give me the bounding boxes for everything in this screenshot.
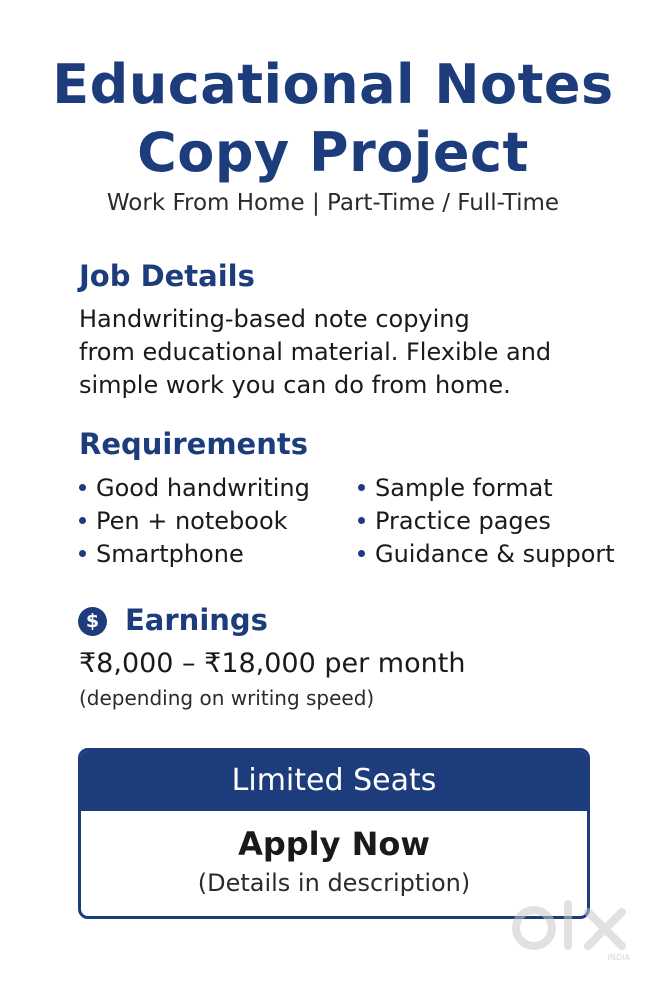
olx-region-label: INDIA xyxy=(607,953,630,962)
requirement-label: Guidance & support xyxy=(375,540,615,568)
requirement-item xyxy=(358,507,551,535)
requirement-item xyxy=(79,474,310,502)
details-note: (Details in description) xyxy=(197,869,471,897)
job-details-heading: Job Details xyxy=(79,259,255,293)
requirement-label: Sample format xyxy=(375,474,553,502)
earnings-note: (depending on writing speed) xyxy=(79,686,375,710)
olx-logo-watermark xyxy=(506,896,646,966)
earnings-heading: Earnings xyxy=(125,603,268,637)
apply-box[interactable] xyxy=(78,748,590,919)
bullet-dot xyxy=(79,517,86,524)
bullet-dot xyxy=(358,550,365,557)
requirement-label: Practice pages xyxy=(375,507,551,535)
bullet-dot xyxy=(79,484,86,491)
bullet-dot xyxy=(79,550,86,557)
title-line-2: Copy Project xyxy=(137,121,529,184)
requirement-item xyxy=(79,540,244,568)
requirement-label: Good handwriting xyxy=(96,474,310,502)
job-details-line-1: Handwriting-based note copying xyxy=(79,305,470,333)
subtitle: Work From Home | Part-Time / Full-Time xyxy=(106,190,560,216)
dollar-icon: $ xyxy=(78,607,107,636)
requirement-item xyxy=(79,507,288,535)
title-line-1: Educational Notes xyxy=(52,53,614,116)
requirement-label: Pen + notebook xyxy=(96,507,288,535)
job-details-line-3: simple work you can do from home. xyxy=(79,371,511,399)
requirements-heading: Requirements xyxy=(79,427,308,461)
requirement-label: Smartphone xyxy=(96,540,244,568)
requirement-item xyxy=(358,540,615,568)
limited-seats-banner: Limited Seats xyxy=(81,751,587,811)
earnings-amount: ₹8,000 – ₹18,000 per month xyxy=(79,648,466,679)
requirement-item xyxy=(358,474,553,502)
bullet-dot xyxy=(358,517,365,524)
apply-now-label[interactable]: Apply Now xyxy=(238,825,430,863)
job-details-line-2: from educational material. Flexible and xyxy=(79,338,552,366)
bullet-dot xyxy=(358,484,365,491)
